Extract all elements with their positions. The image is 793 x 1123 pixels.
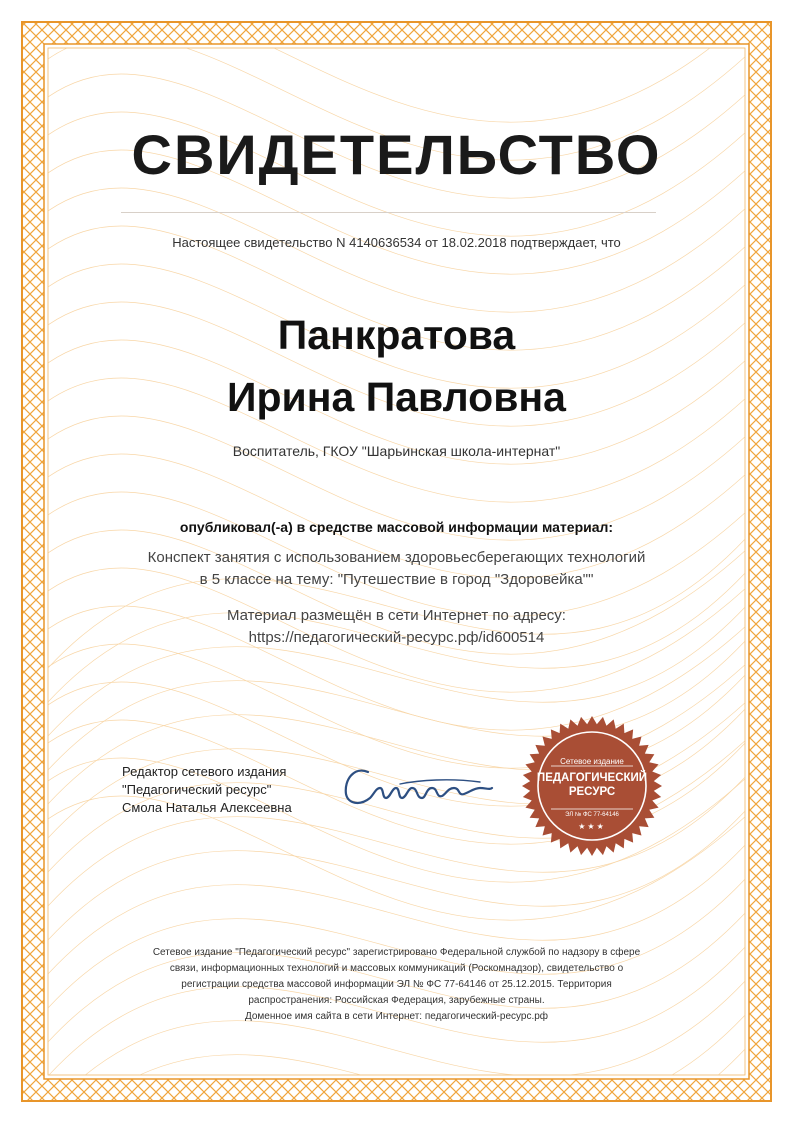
recipient-position: Воспитатель, ГКОУ "Шарьинская школа-интернат" xyxy=(232,443,561,459)
footer-line: Сетевое издание "Педагогический ресурс" зарегистрировано Федеральной службой по надзору в сфере xyxy=(152,947,641,958)
material-line: в 5 классе на тему: "Путешествие в город "Здоровейка"" xyxy=(199,571,594,588)
material-title xyxy=(0,547,793,591)
title-divider xyxy=(121,212,656,213)
editor-role: Редактор сетевого издания xyxy=(122,764,287,779)
certificate-title: СВИДЕТЕЛЬСТВО xyxy=(131,123,662,186)
published-label: опубликовал(-а) в средстве массовой информации материал: xyxy=(179,519,614,535)
address-label: Материал размещён в сети Интернет по адресу: xyxy=(227,607,566,624)
editor-signature xyxy=(340,758,500,818)
recipient-surname: Панкратова xyxy=(277,312,516,358)
footer-line: Доменное имя сайта в сети Интернет: педагогический-ресурс.рф xyxy=(244,1011,549,1022)
material-address xyxy=(0,605,793,649)
seal-title-line: ПЕДАГОГИЧЕСКИЙ xyxy=(536,772,648,784)
seal-top-text: Сетевое издание xyxy=(560,757,624,766)
seal-registration: ЭЛ № ФС 77-64146 xyxy=(565,812,619,818)
footer-line: распространения: Российская Федерация, зарубежные страны. xyxy=(248,995,545,1006)
seal-title xyxy=(521,771,663,799)
address-url: https://педагогический-ресурс.рф/id600514 xyxy=(248,629,545,646)
registration-footer xyxy=(0,945,793,1025)
seal-title-line: РЕСУРС xyxy=(568,786,616,798)
recipient-given-names: Ирина Павловна xyxy=(227,374,566,420)
editor-block xyxy=(122,763,292,817)
material-line: Конспект занятия с использованием здоровьесберегающих технологий xyxy=(147,549,646,566)
footer-line: регистрации средства массовой информации ЭЛ № ФС 77-64146 от 25.12.2015. Территория xyxy=(181,979,612,990)
footer-line: связи, информационных технологий и массовых коммуникаций (Роскомнадзор), свидетельство о xyxy=(169,963,624,974)
certificate-intro: Настоящее свидетельство N 4140636534 от 18.02.2018 подтверждает, что xyxy=(172,235,621,250)
recipient-name xyxy=(0,304,793,428)
seal-stars: ★★★ xyxy=(578,822,606,831)
editor-name: Смола Наталья Алексеевна xyxy=(122,800,292,815)
editor-publication: "Педагогический ресурс" xyxy=(122,782,272,797)
